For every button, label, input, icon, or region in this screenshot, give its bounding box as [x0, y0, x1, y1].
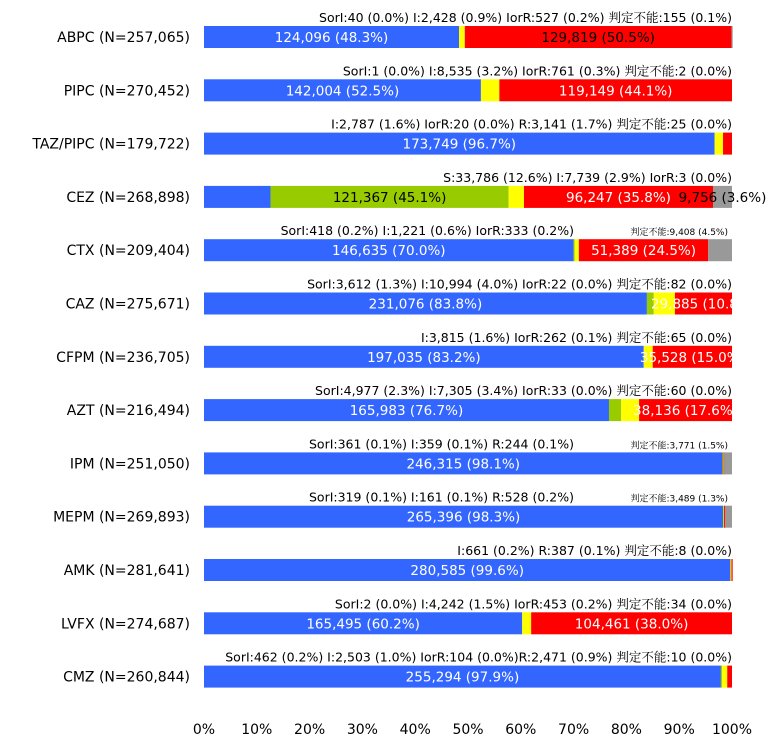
value-label: 51,389 (24.5%) [591, 243, 697, 260]
bar-segment-i [715, 133, 723, 155]
value-label: 197,035 (83.2%) [367, 349, 481, 366]
value-label: 265,396 (98.3%) [406, 509, 521, 526]
value-label: 9,756 (3.6%) [678, 189, 766, 206]
category-label: PIPC (N=270,452) [63, 83, 190, 100]
category-label: CAZ (N=275,671) [65, 296, 190, 313]
bar-segment-i [459, 26, 464, 48]
bar-segment-i [722, 666, 727, 688]
value-label: 146,635 (70.0%) [332, 243, 446, 260]
category-label: TAZ/PIPC (N=179,722) [32, 136, 190, 153]
annotation-label: SorI:418 (0.2%) I:1,221 (0.6%) IorR:333 (0.2%) [280, 223, 574, 239]
x-tick-label: 90% [663, 722, 695, 738]
value-label: 280,585 (99.6%) [410, 563, 524, 579]
annotation-label: SorI:361 (0.1%) I:359 (0.1%) R:244 (0.1%) [308, 436, 574, 452]
bar-segment-sori [574, 239, 575, 261]
category-label: CEZ (N=268,898) [66, 189, 190, 206]
category-label: CTX (N=209,404) [66, 243, 190, 260]
value-label: 38,136 (17.6%) [633, 403, 739, 420]
bar-segment-r [727, 666, 732, 688]
bar-segment-r [724, 506, 725, 528]
annotation-label-undetermined: 判定不能:3,771 (1.5%) [630, 441, 728, 452]
value-label: 129,819 (50.5%) [541, 30, 655, 46]
value-label: 231,076 (83.8%) [368, 296, 483, 313]
bar-row [67, 223, 732, 261]
bar-segment-r [731, 559, 732, 581]
x-tick-label: 70% [558, 722, 590, 738]
bar-segment-r [723, 133, 732, 155]
category-label: IPM (N=251,050) [69, 456, 190, 473]
bar-segment-iorr [578, 239, 579, 261]
bar-row [67, 383, 738, 421]
bar-segment-undetermined [731, 26, 732, 48]
bar-segment-iorr [530, 612, 531, 634]
annotation-label: SorI:319 (0.1%) I:161 (0.1%) R:528 (0.2%) [308, 489, 574, 505]
value-label: 165,983 (76.7%) [349, 403, 464, 420]
annotation-label: I:661 (0.2%) R:387 (0.1%) 判定不能:8 (0.0%) [457, 543, 732, 558]
bar-segment-i [575, 239, 578, 261]
x-tick-label: 80% [610, 722, 642, 738]
x-tick-label: 60% [505, 722, 537, 738]
annotation-label: I:3,815 (1.6%) IorR:262 (0.1%) 判定不能:65 (0.0%) [420, 329, 732, 345]
bar-row [31, 117, 732, 155]
annotation-label: SorI:3,612 (1.3%) I:10,994 (4.0%) IorR:22 (0.0%) 判定不能:82 (0.0%) [307, 276, 732, 292]
bar-row [53, 490, 732, 528]
bar-row [64, 63, 732, 101]
bar-segment-i [481, 79, 498, 101]
annotation-label: SorI:2 (0.0%) I:4,242 (1.5%) IorR:453 (0.2%) 判定不能:34 (0.0%) [334, 596, 732, 612]
x-tick-label: 30% [346, 722, 378, 738]
category-label: MEPM (N=269,893) [53, 509, 190, 526]
value-label: 165,495 (60.2%) [306, 616, 420, 633]
category-label: LVFX (N=274,687) [61, 616, 190, 633]
annotation-label-undetermined: 判定不能:3,489 (1.3%) [630, 494, 728, 505]
bar-segment-s [204, 186, 271, 208]
bar-row [63, 650, 732, 688]
x-tick-label: 0% [192, 722, 216, 738]
x-tick-label: 40% [399, 722, 431, 738]
bar-row [57, 10, 733, 48]
value-label: 104,461 (38.0%) [574, 616, 689, 633]
bar-segment-iorr [464, 26, 465, 48]
value-label: 255,294 (97.9%) [405, 669, 520, 686]
annotation-label: I:2,787 (1.6%) IorR:20 (0.0%) R:3,141 (1.7%) 判定不能:25 (0.0%) [331, 116, 732, 132]
category-label: AMK (N=281,641) [63, 563, 190, 579]
value-label: 246,315 (98.1%) [406, 456, 521, 473]
category-label: ABPC (N=257,065) [57, 30, 190, 46]
annotation-label: SorI:40 (0.0%) I:2,428 (0.9%) IorR:527 (0.2%) 判定不能:155 (0.1%) [319, 10, 732, 25]
annotation-label-undetermined: 判定不能:9,408 (4.5%) [630, 228, 728, 239]
annotation-label: SorI:1 (0.0%) I:8,535 (3.2%) IorR:761 (0.3%) 判定不能:2 (0.0%) [342, 63, 732, 79]
bar-row [66, 277, 756, 315]
category-label: CFPM (N=236,705) [56, 349, 190, 366]
bar-row [66, 170, 766, 208]
value-label: 35,528 (15.0%) [639, 349, 745, 366]
bar-segment-sori [609, 399, 621, 421]
value-label: 142,004 (52.5%) [285, 83, 400, 100]
value-label: 124,096 (48.3%) [274, 30, 389, 46]
x-tick-label: 100% [711, 722, 753, 738]
bar-row [64, 543, 733, 581]
bar-segment-iorr [498, 79, 500, 101]
x-tick-label: 50% [452, 722, 484, 738]
value-label: 96,247 (35.8%) [566, 189, 671, 206]
annotation-label: SorI:4,977 (2.3%) I:7,305 (3.4%) IorR:33 (0.0%) 判定不能:60 (0.0%) [315, 383, 732, 399]
annotation-label: SorI:462 (0.2%) I:2,503 (1.0%) IorR:104 (0.0%)R:2,471 (0.9%) 判定不能:10 (0.0%) [225, 649, 732, 665]
bar-segment-undetermined [708, 239, 732, 261]
bar-segment-i [509, 186, 524, 208]
bar-row [61, 596, 732, 634]
bar-segment-undetermined [725, 506, 732, 528]
value-label: 173,749 (96.7%) [402, 136, 517, 153]
value-label: 29,885 (10.8%) [650, 296, 756, 313]
value-label: 121,367 (45.1%) [332, 189, 447, 206]
category-label: AZT (N=216,494) [66, 403, 190, 420]
bar-segment-i [730, 559, 731, 581]
bar-row [56, 330, 745, 368]
bar-segment-i [522, 612, 530, 634]
bar-row [70, 436, 732, 474]
annotation-label: S:33,786 (12.6%) I:7,739 (2.9%) IorR:3 (0.0%) [443, 169, 732, 185]
x-tick-label: 20% [294, 722, 326, 738]
bar-segment-undetermined [724, 452, 732, 474]
category-label: CMZ (N=260,844) [63, 669, 190, 686]
bar-segment-sori [721, 666, 722, 688]
x-tick-label: 10% [241, 722, 273, 738]
value-label: 119,149 (44.1%) [558, 83, 673, 100]
